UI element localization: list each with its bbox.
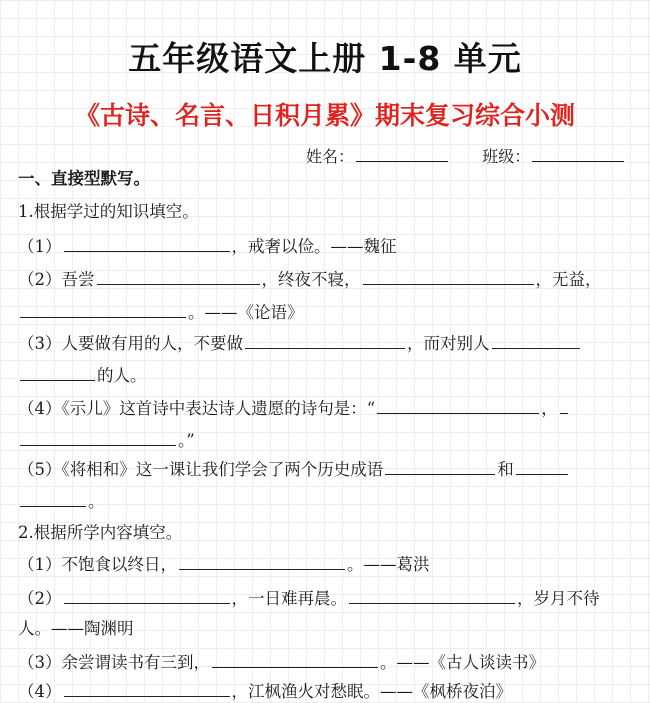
- line-text: 。——《论语》: [188, 303, 304, 322]
- fill-line-8: [18, 458, 570, 481]
- line-text: ，: [541, 399, 558, 418]
- line-text: （2）: [18, 589, 62, 608]
- answer-blank[interactable]: [385, 458, 495, 475]
- answer-blank[interactable]: [560, 397, 568, 414]
- line-text: 和: [497, 460, 514, 479]
- line-text: ，终夜不寝，: [261, 270, 361, 289]
- line-text: （3）人要做有用的人，不要做: [18, 334, 243, 353]
- answer-blank[interactable]: [349, 587, 515, 604]
- answer-blank[interactable]: [20, 301, 186, 318]
- fill-line-13: [18, 651, 545, 674]
- section-heading-1: 一、直接型默写。: [18, 169, 150, 188]
- fill-line-4: [18, 332, 582, 355]
- line-text: ，戒奢以俭。——魏征: [231, 237, 397, 256]
- name-blank[interactable]: [356, 145, 448, 162]
- page-title: 五年级语文上册 1-8 单元: [128, 39, 522, 78]
- fill-line-6: [18, 397, 570, 420]
- answer-blank[interactable]: [492, 332, 580, 349]
- line-text: （4）: [18, 682, 62, 701]
- answer-blank[interactable]: [20, 364, 95, 381]
- fill-line-7: [18, 429, 195, 452]
- item-number: （1）: [18, 237, 62, 256]
- class-label: 班级：: [482, 147, 531, 166]
- fill-line-14: [18, 680, 512, 703]
- fill-line-10: [18, 553, 430, 576]
- line-text: （4）《示儿》这首诗中表达诗人遗愿的诗句是：“: [18, 399, 376, 418]
- page-subtitle: 《古诗、名言、日积月累》期末复习综合小测: [74, 101, 575, 130]
- student-info: [306, 144, 626, 167]
- line-text: 。: [88, 492, 105, 511]
- answer-blank[interactable]: [20, 429, 176, 446]
- fill-line-2: [18, 268, 602, 291]
- line-text: （5）《将相和》这一课让我们学会了两个历史成语: [18, 460, 384, 479]
- answer-blank[interactable]: [377, 397, 539, 414]
- fill-line-5: [18, 364, 147, 387]
- answer-blank[interactable]: [64, 680, 230, 697]
- answer-blank[interactable]: [64, 235, 230, 252]
- fill-line-11: [18, 587, 600, 610]
- line-text: ，岁月不待: [517, 589, 600, 608]
- line-text: ，而对别人: [407, 334, 490, 353]
- question-1-heading: 1.根据学过的知识填空。: [18, 202, 199, 221]
- fill-line-12: 人。——陶渊明: [18, 619, 134, 638]
- name-label: 姓名：: [306, 147, 355, 166]
- answer-blank[interactable]: [20, 490, 86, 507]
- line-text: 的人。: [97, 366, 147, 385]
- line-text: ，江枫渔火对愁眠。——《枫桥夜泊》: [231, 682, 512, 701]
- class-blank[interactable]: [532, 145, 624, 162]
- question-2-heading: 2.根据所学内容填空。: [18, 523, 183, 542]
- fill-line-1: [18, 235, 397, 258]
- line-text: 。”: [178, 431, 195, 450]
- fill-line-3: [18, 301, 304, 324]
- answer-blank[interactable]: [97, 268, 260, 285]
- line-text: ，无益，: [535, 270, 602, 289]
- line-text: 。——《古人谈读书》: [380, 653, 545, 672]
- line-text: ，一日难再晨。: [231, 589, 347, 608]
- answer-blank[interactable]: [179, 553, 345, 570]
- answer-blank[interactable]: [212, 651, 378, 668]
- line-text: 。——葛洪: [347, 555, 430, 574]
- line-text: （3）余尝谓读书有三到，: [18, 653, 210, 672]
- fill-line-9: [18, 490, 105, 513]
- answer-blank[interactable]: [363, 268, 534, 285]
- answer-blank[interactable]: [64, 587, 230, 604]
- answer-blank[interactable]: [245, 332, 405, 349]
- line-text: （1）不饱食以终日，: [18, 555, 177, 574]
- line-text: （2）吾尝: [18, 270, 95, 289]
- answer-blank[interactable]: [516, 458, 568, 475]
